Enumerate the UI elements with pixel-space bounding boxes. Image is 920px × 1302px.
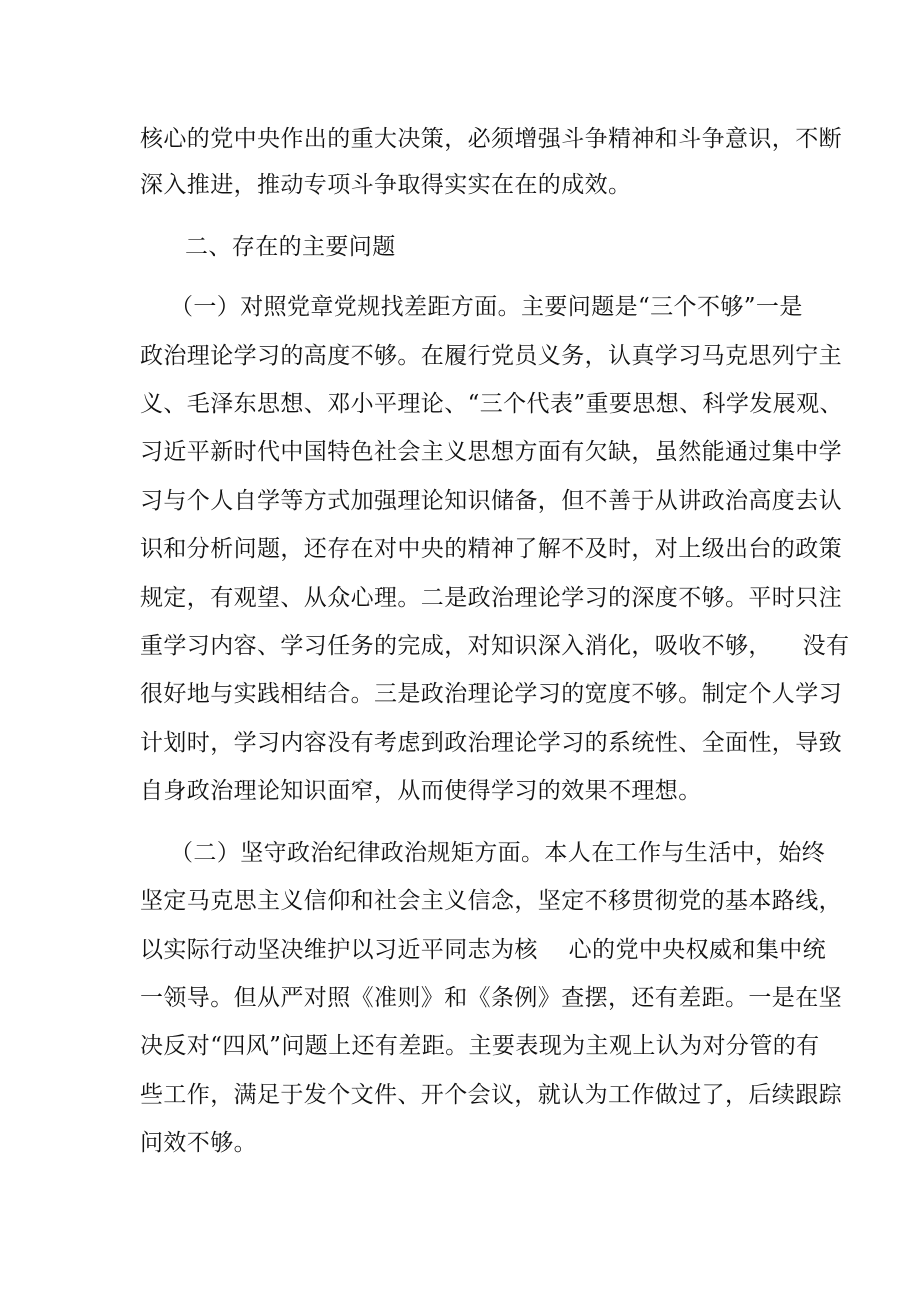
section-1-line-6: 识和分析问题，还存在对中央的精神了解不及时，对上级出台的政策	[140, 536, 842, 562]
section-2-line-7: 问效不够。	[140, 1130, 257, 1156]
section-heading: 二、存在的主要问题	[185, 234, 396, 260]
intro-line-2: 深入推进，推动专项斗争取得实实在在的成效。	[140, 172, 632, 198]
section-1-line-3: 义、毛泽东思想、邓小平理论、“三个代表”重要思想、科学发展观、	[140, 391, 843, 417]
intro-line-1: 核心的党中央作出的重大决策，必须增强斗争精神和斗争意识，不断	[140, 126, 842, 152]
section-2-line-6: 些工作，满足于发个文件、开个会议，就认为工作做过了，后续跟踪	[140, 1082, 842, 1108]
section-2-line-4: 一领导。但从严对照《准则》和《条例》查摆，还有差距。一是在坚	[140, 985, 842, 1011]
section-2-line-3: 以实际行动坚决维护以习近平同志为核 心的党中央权威和集中统	[140, 937, 827, 963]
section-2-line-5: 决反对“四风”问题上还有差距。主要表现为主观上认为对分管的有	[140, 1033, 820, 1059]
section-2-line-2: 坚定马克思主义信仰和社会主义信念，坚定不移贯彻党的基本路线，	[140, 888, 842, 914]
section-1-line-2: 政治理论学习的高度不够。在履行党员义务，认真学习马克思列宁主	[140, 343, 842, 369]
section-2-line-1: （二）坚守政治纪律政治规矩方面。本人在工作与生活中，始终	[170, 840, 826, 866]
section-1-line-11: 自身政治理论知识面窄，从而使得学习的效果不理想。	[140, 778, 702, 804]
section-1-line-8: 重学习内容、学习任务的完成，对知识深入消化，吸收不够， 没有	[140, 633, 850, 659]
section-1-line-7: 规定，有观望、从众心理。二是政治理论学习的深度不够。平时只注	[140, 585, 842, 611]
section-1-line-1: （一）对照党章党规找差距方面。主要问题是“三个不够”一是	[170, 294, 803, 320]
section-1-line-9: 很好地与实践相结合。三是政治理论学习的宽度不够。制定个人学习	[140, 681, 842, 707]
section-1-line-5: 习与个人自学等方式加强理论知识储备，但不善于从讲政治高度去认	[140, 488, 842, 514]
section-1-line-4: 习近平新时代中国特色社会主义思想方面有欠缺，虽然能通过集中学	[140, 439, 842, 465]
section-1-line-10: 计划时，学习内容没有考虑到政治理论学习的系统性、全面性，导致	[140, 730, 842, 756]
